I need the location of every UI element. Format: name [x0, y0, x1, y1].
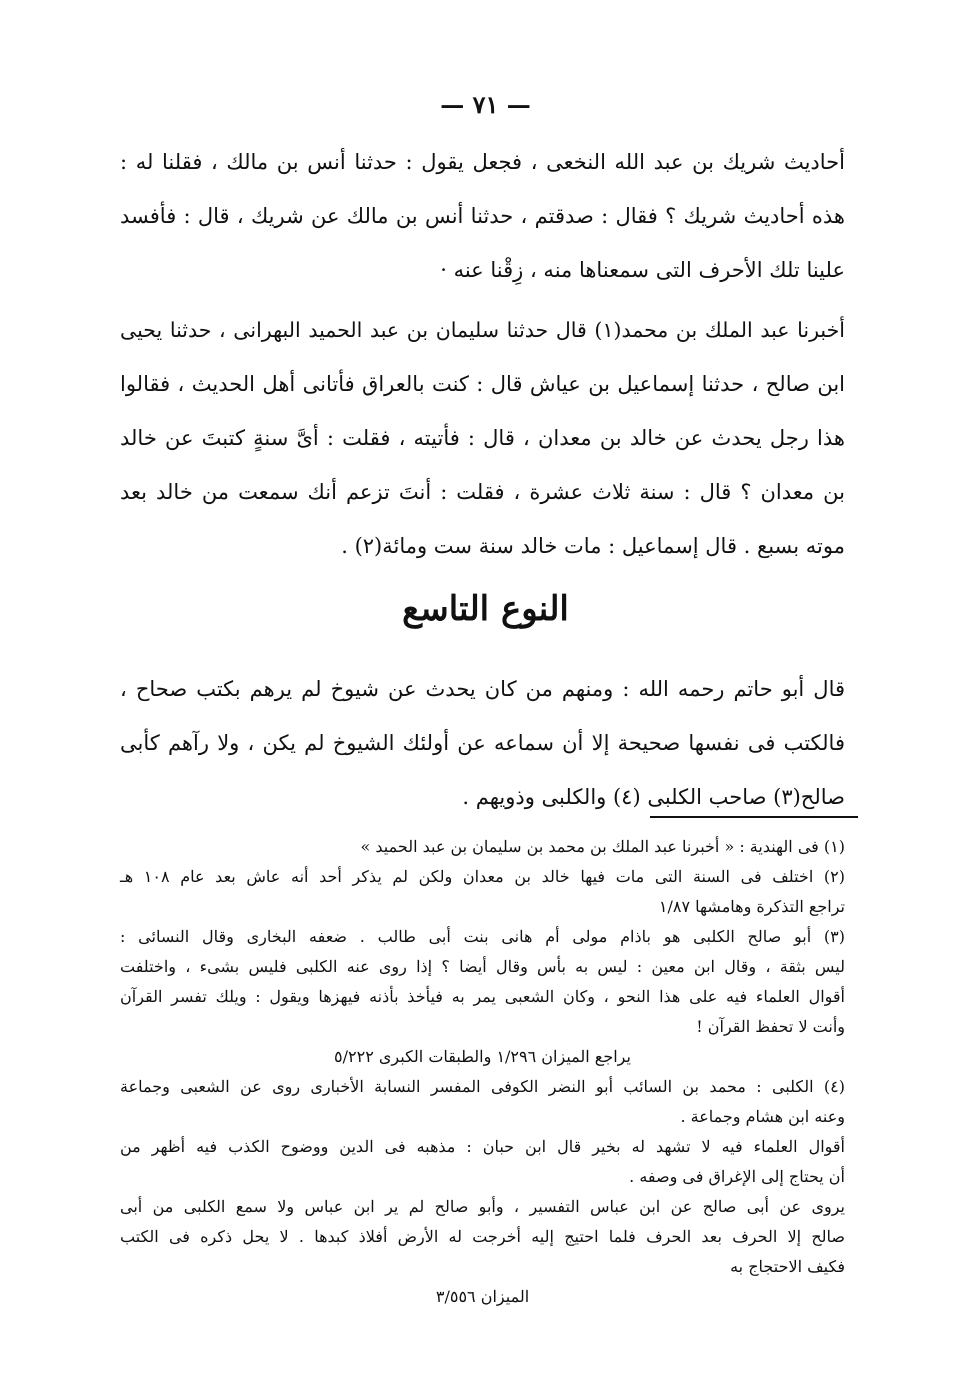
para3-line-2: فالكتب فى نفسها صحيحة إلا أن سماعه عن أولئك الشيوخ لم يكن ، ولا رآهم كأبى: [120, 731, 845, 755]
footnote-4-line-4: أن يحتاج إلى الإغراق فى وصفه .: [629, 1167, 845, 1186]
footnote-3-reference: يراجع الميزان ١/٢٩٦ والطبقات الكبرى ٥/٢٢٢: [334, 1047, 631, 1066]
footnote-1: (١) فى الهندية : « أخبرنا عبد الملك بن محمد بن سليمان بن عبد الحميد »: [360, 837, 845, 856]
para2-line-2: ابن صالح ، حدثنا إسماعيل بن عياش قال : كنت بالعراق فأتانى أهل الحديث ، فقالوا: [120, 372, 845, 396]
footnote-3-line-2: ليس بثقة ، وقال ابن معين : ليس به بأس وقال أيضا ؟ إذا روى عنه الكلبى فليس بشىء ، واختلفت: [120, 957, 845, 976]
footnote-4-line-2: وعنه ابن هشام وجماعة .: [680, 1107, 845, 1126]
para2-line-1: أخبرنا عبد الملك بن محمد(١) قال حدثنا سليمان بن عبد الحميد البهرانى ، حدثنا يحيى: [120, 318, 845, 342]
footnote-4-line-1: (٤) الكلبى : محمد بن السائب أبو النضر الكوفى المفسر النسابة الأخبارى روى عن الشعبى وجماعة: [120, 1077, 845, 1096]
footnote-4-line-6: صالح إلا الحرف بعد الحرف فلما احتيج إليه أخرجت له الأرض أفلاذ كبدها . لا يحل ذكره فى الكتب: [120, 1227, 845, 1246]
para2-line-3: هذا رجل يحدث عن خالد بن معدان ، قال : فأتيته ، فقلت : أىَّ سنةٍ كتبتَ عن خالد: [120, 426, 845, 450]
para1-line-3: علينا تلك الأحرف التى سمعناها منه ، زِقْنا عنه ·: [440, 258, 845, 282]
footnote-3-line-1: (٣) أبو صالح الكلبى هو باذام مولى أم هانى بنت أبى طالب . ضعفه البخارى وقال النسائى :: [120, 927, 846, 946]
para1-line-2: هذه أحاديث شريك ؟ فقال : صدقتم ، حدثنا أنس بن مالك عن شريك ، قال : فأفسد: [120, 204, 845, 228]
para1-line-1: أحاديث شريك بن عبد الله النخعى ، فجعل يقول : حدثنا أنس بن مالك ، فقلنا له :: [120, 150, 845, 174]
footnote-2-line-1: (٢) اختلف فى السنة التى مات فيها خالد بن معدان ولكن لم يذكر أحد أنه عاش بعد عام ١٠٨ هـ: [120, 867, 845, 886]
footnote-4-line-3: أقوال العلماء فيه لا تشهد له بخير قال ابن حبان : مذهبه فى الدين ووضوح الكذب فيه أظهر من: [120, 1137, 845, 1156]
paragraph-3: [120, 662, 845, 824]
para2-line-4: بن معدان ؟ قال : سنة ثلاث عشرة ، فقلت : أنتَ تزعم أنك سمعت من خالد بعد: [120, 480, 845, 504]
footnote-3-line-4: وأنت لا تحفظ القرآن !: [696, 1017, 845, 1036]
footnote-4-line-5: يروى عن أبى صالح عن ابن عباس التفسير ، وأبو صالح لم ير ابن عباس ولا سمع الكلبى من أبى: [120, 1197, 845, 1216]
para2-line-5: موته بسبع . قال إسماعيل : مات خالد سنة ست ومائة(٢) .: [341, 534, 845, 558]
footnote-3-line-3: أقوال العلماء فيه على هذا النحو ، وكان الشعبى يمر به فيأخذ بأذنه فيهزها ويقول : ويلك تفسر القرآن: [120, 987, 845, 1006]
page-number: — ٧١ —: [440, 90, 531, 119]
paragraph-2: [120, 303, 845, 573]
footnote-4-reference: الميزان ٣/٥٥٦: [435, 1287, 530, 1306]
footnotes: [120, 832, 845, 1312]
section-heading: النوع التاسع: [402, 589, 569, 629]
paragraph-1: [120, 135, 845, 297]
footnote-4-line-7: فكيف الاحتجاج به: [730, 1257, 845, 1276]
para3-line-1: قال أبو حاتم رحمه الله : ومنهم من كان يحدث عن شيوخ لم يرهم بكتب صحاح ،: [120, 677, 845, 701]
footnote-2-line-2: تراجع التذكرة وهامشها ١/٨٧: [658, 897, 845, 916]
footnote-divider: [650, 816, 858, 818]
para3-line-3: صالح(٣) صاحب الكلبى (٤) والكلبى وذويهم .: [462, 785, 845, 809]
